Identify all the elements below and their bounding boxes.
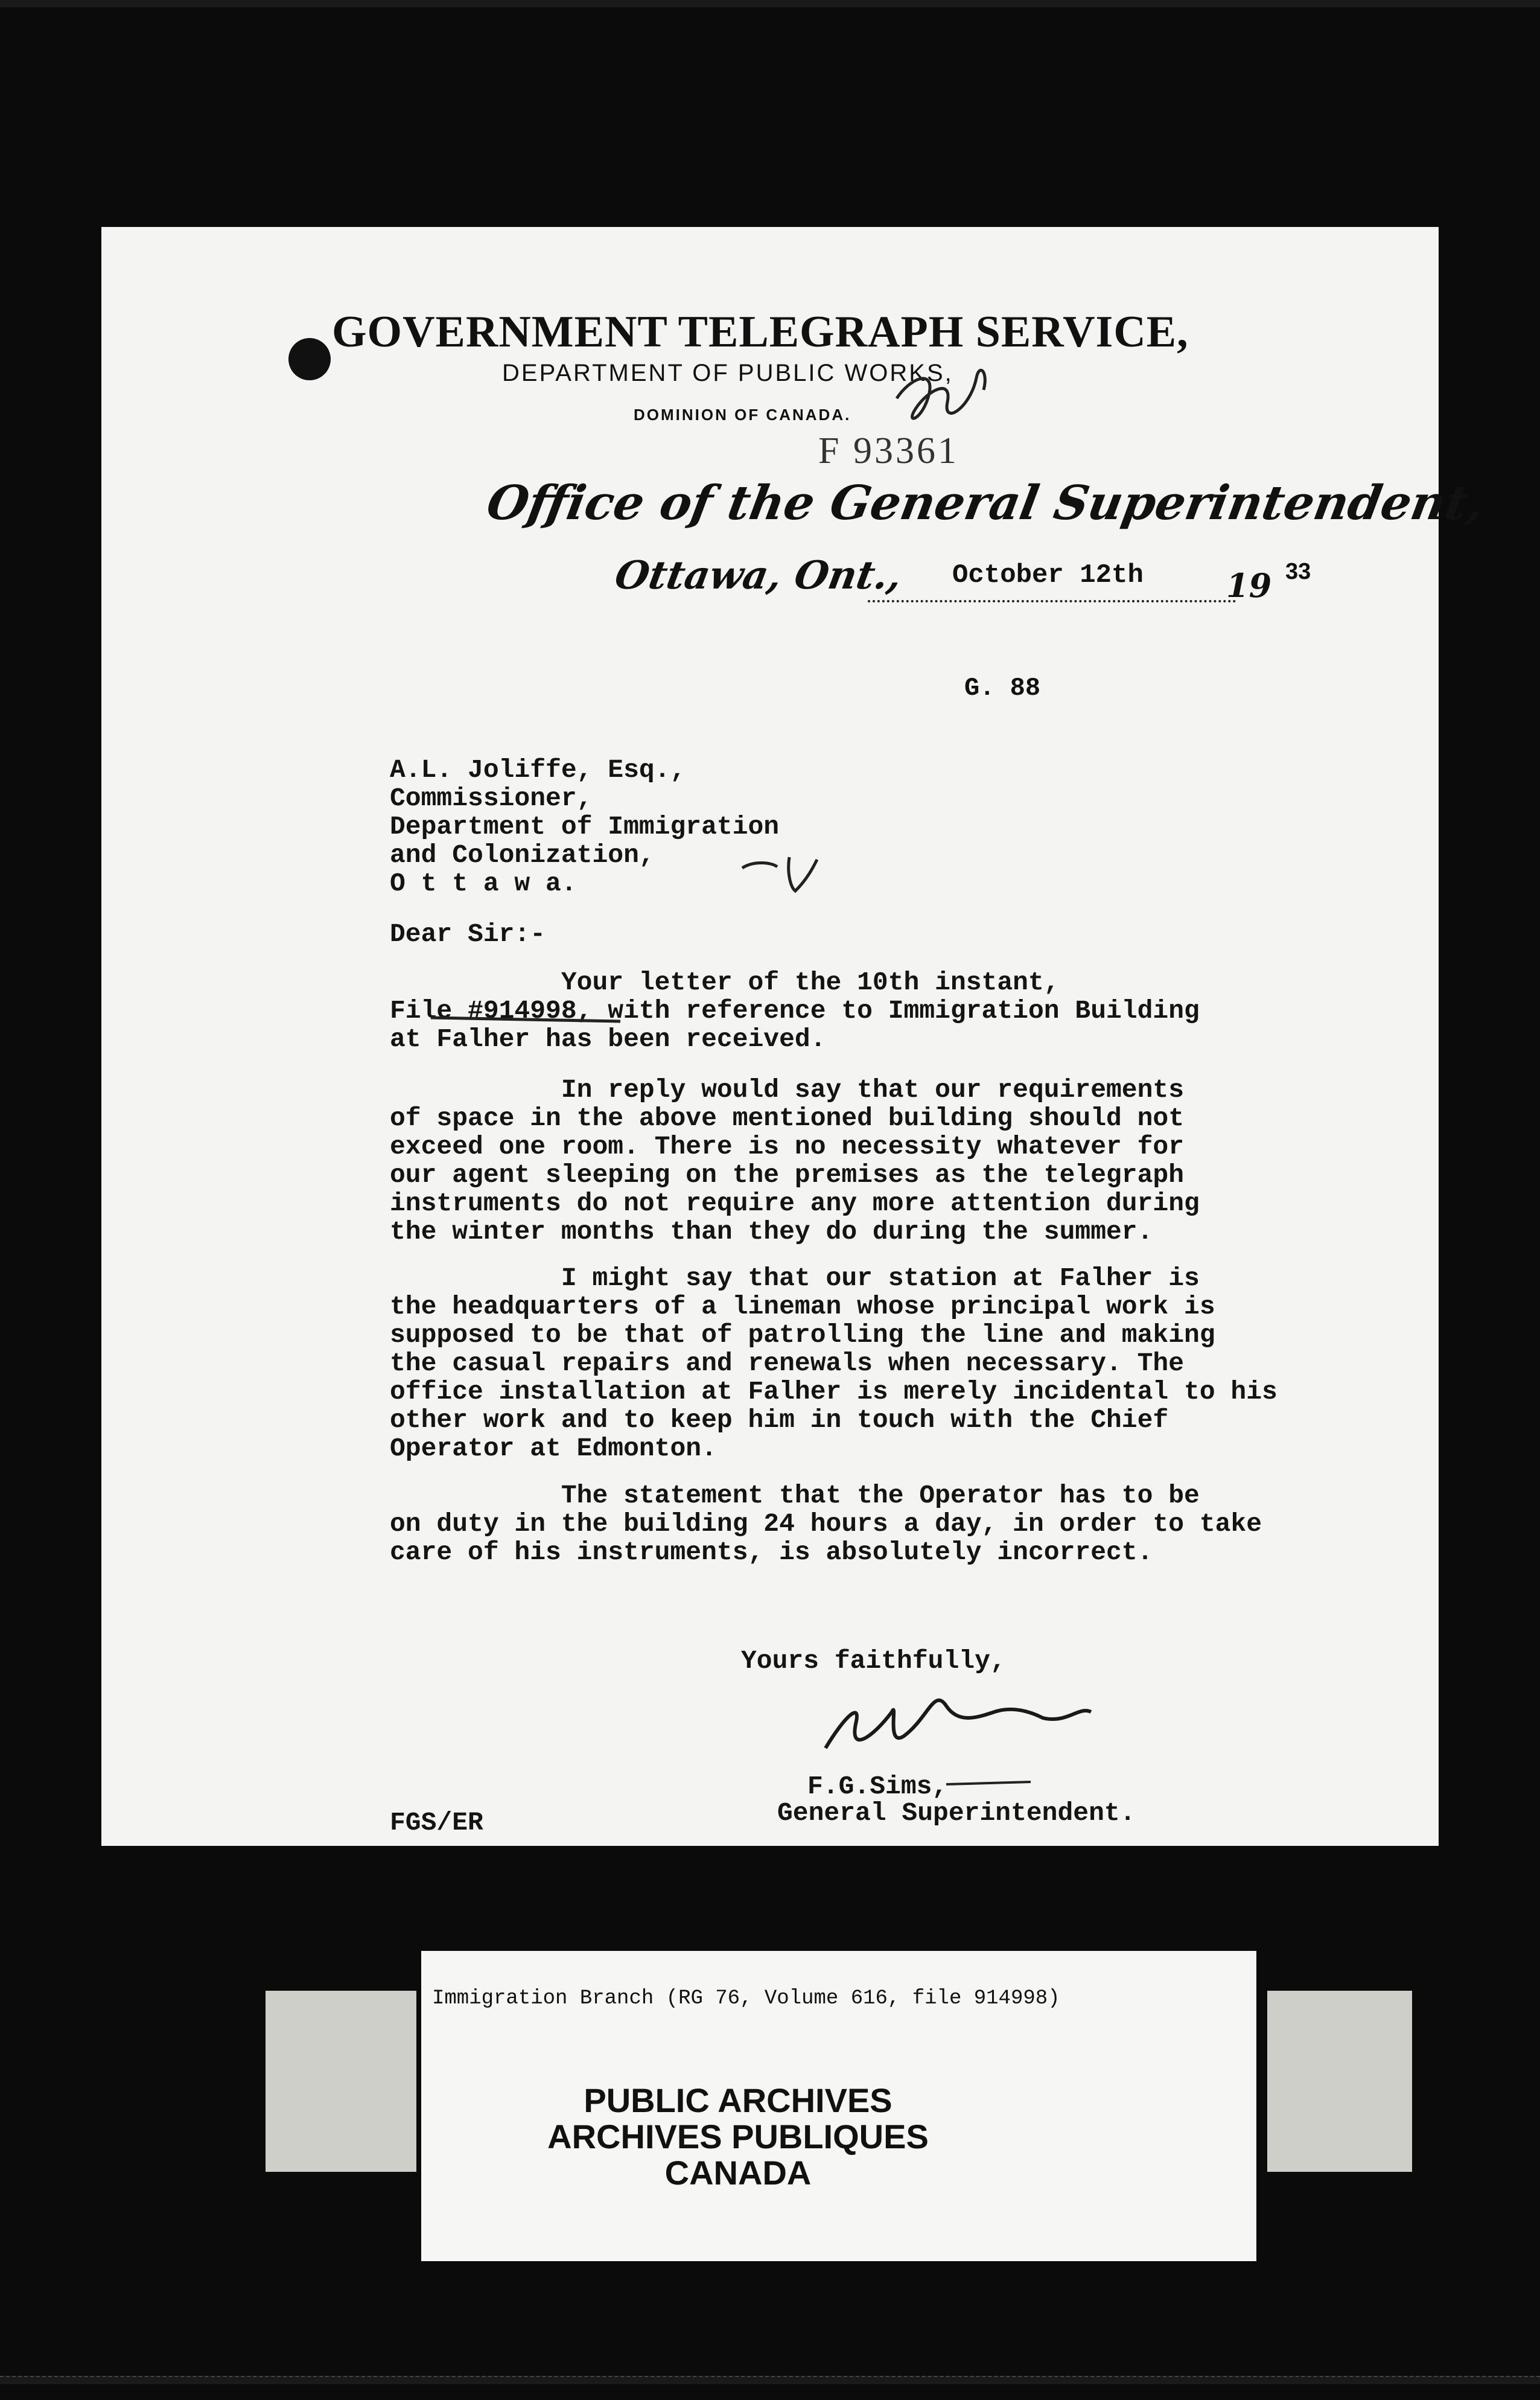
addressee-department-2: and Colonization, xyxy=(390,840,655,870)
archives-reference: Immigration Branch (RG 76, Volume 616, file 914998) xyxy=(432,1987,1060,2010)
office-line: Office of the General Superintendent, xyxy=(482,476,1489,531)
tape-left xyxy=(266,1991,416,2172)
addressee-name: A.L. Joliffe, Esq., xyxy=(390,755,686,785)
year-prefix: 19 xyxy=(1226,566,1272,605)
paragraph-line: In reply would say that our requirements xyxy=(390,1075,1185,1105)
paragraph-line: care of his instruments, is absolutely incorrect. xyxy=(390,1537,1153,1567)
letter-date: October 12th xyxy=(952,560,1144,590)
paragraph-line: the casual repairs and renewals when necessary. The xyxy=(390,1348,1185,1378)
paragraph-line: supposed to be that of patrolling the line and making xyxy=(390,1320,1215,1350)
film-edge-top xyxy=(0,0,1540,7)
paragraph-line: exceed one room. There is no necessity whatever for xyxy=(390,1132,1185,1161)
signatory-title: General Superintendent. xyxy=(777,1798,1136,1828)
year-suffix: 33 xyxy=(1285,559,1311,584)
paragraph-line: other work and to keep him in touch with the Chief xyxy=(390,1405,1169,1435)
paragraph-line: our agent sleeping on the premises as the telegraph xyxy=(390,1160,1185,1190)
paragraph-line: the headquarters of a lineman whose principal work is xyxy=(390,1292,1215,1321)
paragraph-line: Operator at Edmonton. xyxy=(390,1434,717,1463)
film-edge-bottom xyxy=(0,2376,1540,2384)
addressee-city: O t t a w a. xyxy=(390,869,577,898)
signature-dash xyxy=(946,1782,1031,1784)
paragraph-line: I might say that our station at Falher is xyxy=(390,1263,1200,1293)
salutation: Dear Sir:- xyxy=(390,919,546,949)
paragraph-line: on duty in the building 24 hours a day, in order to take xyxy=(390,1509,1262,1539)
archives-line-3: CANADA xyxy=(664,2154,812,2192)
paragraph-line: The statement that the Operator has to be xyxy=(390,1481,1200,1510)
letterhead-dominion: DOMINION OF CANADA. xyxy=(634,406,851,424)
handwritten-initials xyxy=(897,370,985,418)
paragraph-line: at Falher has been received. xyxy=(390,1024,826,1054)
handwritten-check-mark xyxy=(742,857,817,891)
paragraph-line: File #914998, with reference to Immigration Building xyxy=(390,996,1200,1026)
archives-stamp xyxy=(421,2082,1055,2191)
paragraph-line: office installation at Falher is merely incidental to his xyxy=(390,1377,1278,1406)
handwriting-overlay xyxy=(101,227,1439,1846)
typist-initials: FGS/ER xyxy=(390,1808,483,1837)
letterhead-title: GOVERNMENT TELEGRAPH SERVICE, xyxy=(332,307,1189,357)
paragraph-line: the winter months than they do during the summer. xyxy=(390,1217,1153,1246)
signatory-name: F.G.Sims, xyxy=(807,1772,948,1801)
signature xyxy=(826,1700,1091,1748)
tape-right xyxy=(1267,1991,1412,2172)
archives-line-2: ARCHIVES PUBLIQUES xyxy=(547,2118,929,2156)
underline-file-number xyxy=(431,1018,620,1021)
letterhead-department: DEPARTMENT OF PUBLIC WORKS, xyxy=(502,360,953,386)
addressee-department-1: Department of Immigration xyxy=(390,812,780,841)
letter-page xyxy=(101,227,1489,1846)
archives-label xyxy=(421,1951,1256,2261)
place-line: Ottawa, Ont., xyxy=(611,553,906,598)
paragraph-line: instruments do not require any more attention during xyxy=(390,1189,1200,1218)
addressee-title: Commissioner, xyxy=(390,784,593,813)
closing: Yours faithfully, xyxy=(741,1646,1006,1676)
file-number-stamp: F 93361 xyxy=(818,430,959,471)
paragraph-line: of space in the above mentioned building should not xyxy=(390,1103,1185,1133)
reference-code: G. 88 xyxy=(964,674,1041,703)
archives-line-1: PUBLIC ARCHIVES xyxy=(584,2081,892,2119)
paragraph-line: Your letter of the 10th instant, xyxy=(390,968,1060,997)
